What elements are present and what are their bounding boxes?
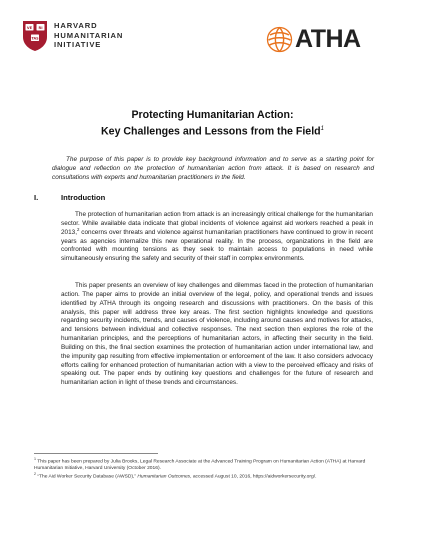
footnote-2-post: , accessed August 10, 2016, https://aidworkersecurity.org/.: [190, 474, 317, 480]
hhi-logo: [22, 20, 123, 52]
footnote-2-source: Humanitarian Outcomes: [137, 474, 191, 480]
shield-letters-tas: TAS: [31, 36, 39, 41]
footnote-2-pre: “The Aid Worker Security Database (AWSD),”: [36, 474, 138, 480]
atha-globe-icon: [266, 26, 293, 53]
paragraph-1-part-1: The protection of humanitarian action from attack is an increasingly critical challenge for the humanitarian sector. While available data indicate that global incidents of violence against aid workers reached a peak in 2013,: [61, 211, 373, 236]
hhi-wordmark: [54, 21, 123, 50]
abstract: The purpose of this paper is to provide key background information and to serve as a starting point for dialogue and reflection on the protection of humanitarian action from attack. It is based on research and consultations with experts and humanitarian practitioners in the field.: [52, 156, 374, 181]
shield-letters-ri: RI: [38, 26, 43, 30]
section-title: Introduction: [61, 193, 106, 202]
hhi-line-humanitarian: HUMANITARIAN: [54, 30, 124, 40]
title-footnote-mark: 1: [320, 126, 324, 132]
harvard-shield-icon: [22, 20, 48, 52]
paragraph-1: [61, 211, 373, 264]
atha-logo: [266, 26, 361, 53]
footnote-2-mark: 2: [34, 472, 36, 476]
paragraph-2: This paper presents an overview of key challenges and dilemmas faced in the protection of humanitarian action. The paper aims to provide an initial overview of the legal, policy, and operational trends and issues identified by ATHA through its ongoing research and discussions with practitioners. On the basis of this analysis, this paper will address three key areas. The first section highlights knowledge and questions regarding security incidents, trends, and causes of violence, including around causes and motives for attacks, and tensions between individual and collective responses. The next section then explores the role of the humanitarian principles, and the perceptions of humanitarian actors, in affecting their security in the field. Building on this, the final section examines the protection of humanitarian action under international law, and the impunity gap resulting from effective implementation or enforcement of the law. It also considers advocacy efforts calling for enhanced protection of humanitarian action with a view to the perceived efficacy and risks of speaking out. The paper ends by outlining key questions and challenges for the future of research and humanitarian action in light of these trends and circumstances.: [61, 282, 373, 387]
footnote-1-mark: 1: [34, 457, 36, 461]
paragraph-1-ref: 2: [77, 226, 80, 232]
footnote-2: [34, 474, 374, 481]
footnote-1: [34, 459, 374, 473]
paragraph-1-part-2: concerns over threats and violence against humanitarian practitioners have continued to grow in recent years as agencies internalize this new operational reality. In the process, organizations in the field are confronted with mounting tensions as they seek to maintain access to populations in need while simultaneously ensuring the safety and security of their staff in complex environments.: [61, 228, 373, 263]
section-number: I.: [34, 193, 39, 202]
title-line-2-text: Key Challenges and Lessons from the Field: [101, 125, 321, 138]
shield-letters-ve: VE: [26, 26, 33, 30]
footnote-divider: [34, 453, 158, 454]
atha-wordmark: ATHA: [295, 25, 361, 53]
hhi-line-initiative: INITIATIVE: [54, 40, 102, 50]
hhi-line-harvard: HARVARD: [54, 21, 98, 30]
title-line-1: Protecting Humanitarian Action:: [131, 109, 294, 121]
section-heading: [34, 193, 105, 202]
footnote-1-text: This paper has been prepared by Julia Brooks, Legal Research Associate at the Advanced Training Program on Humanitarian Action (ATHA) at Harvard Humanitarian Initiative, Harvard University (October 2016).: [34, 459, 366, 472]
document-title: [0, 108, 425, 139]
title-line-2: [0, 122, 425, 139]
